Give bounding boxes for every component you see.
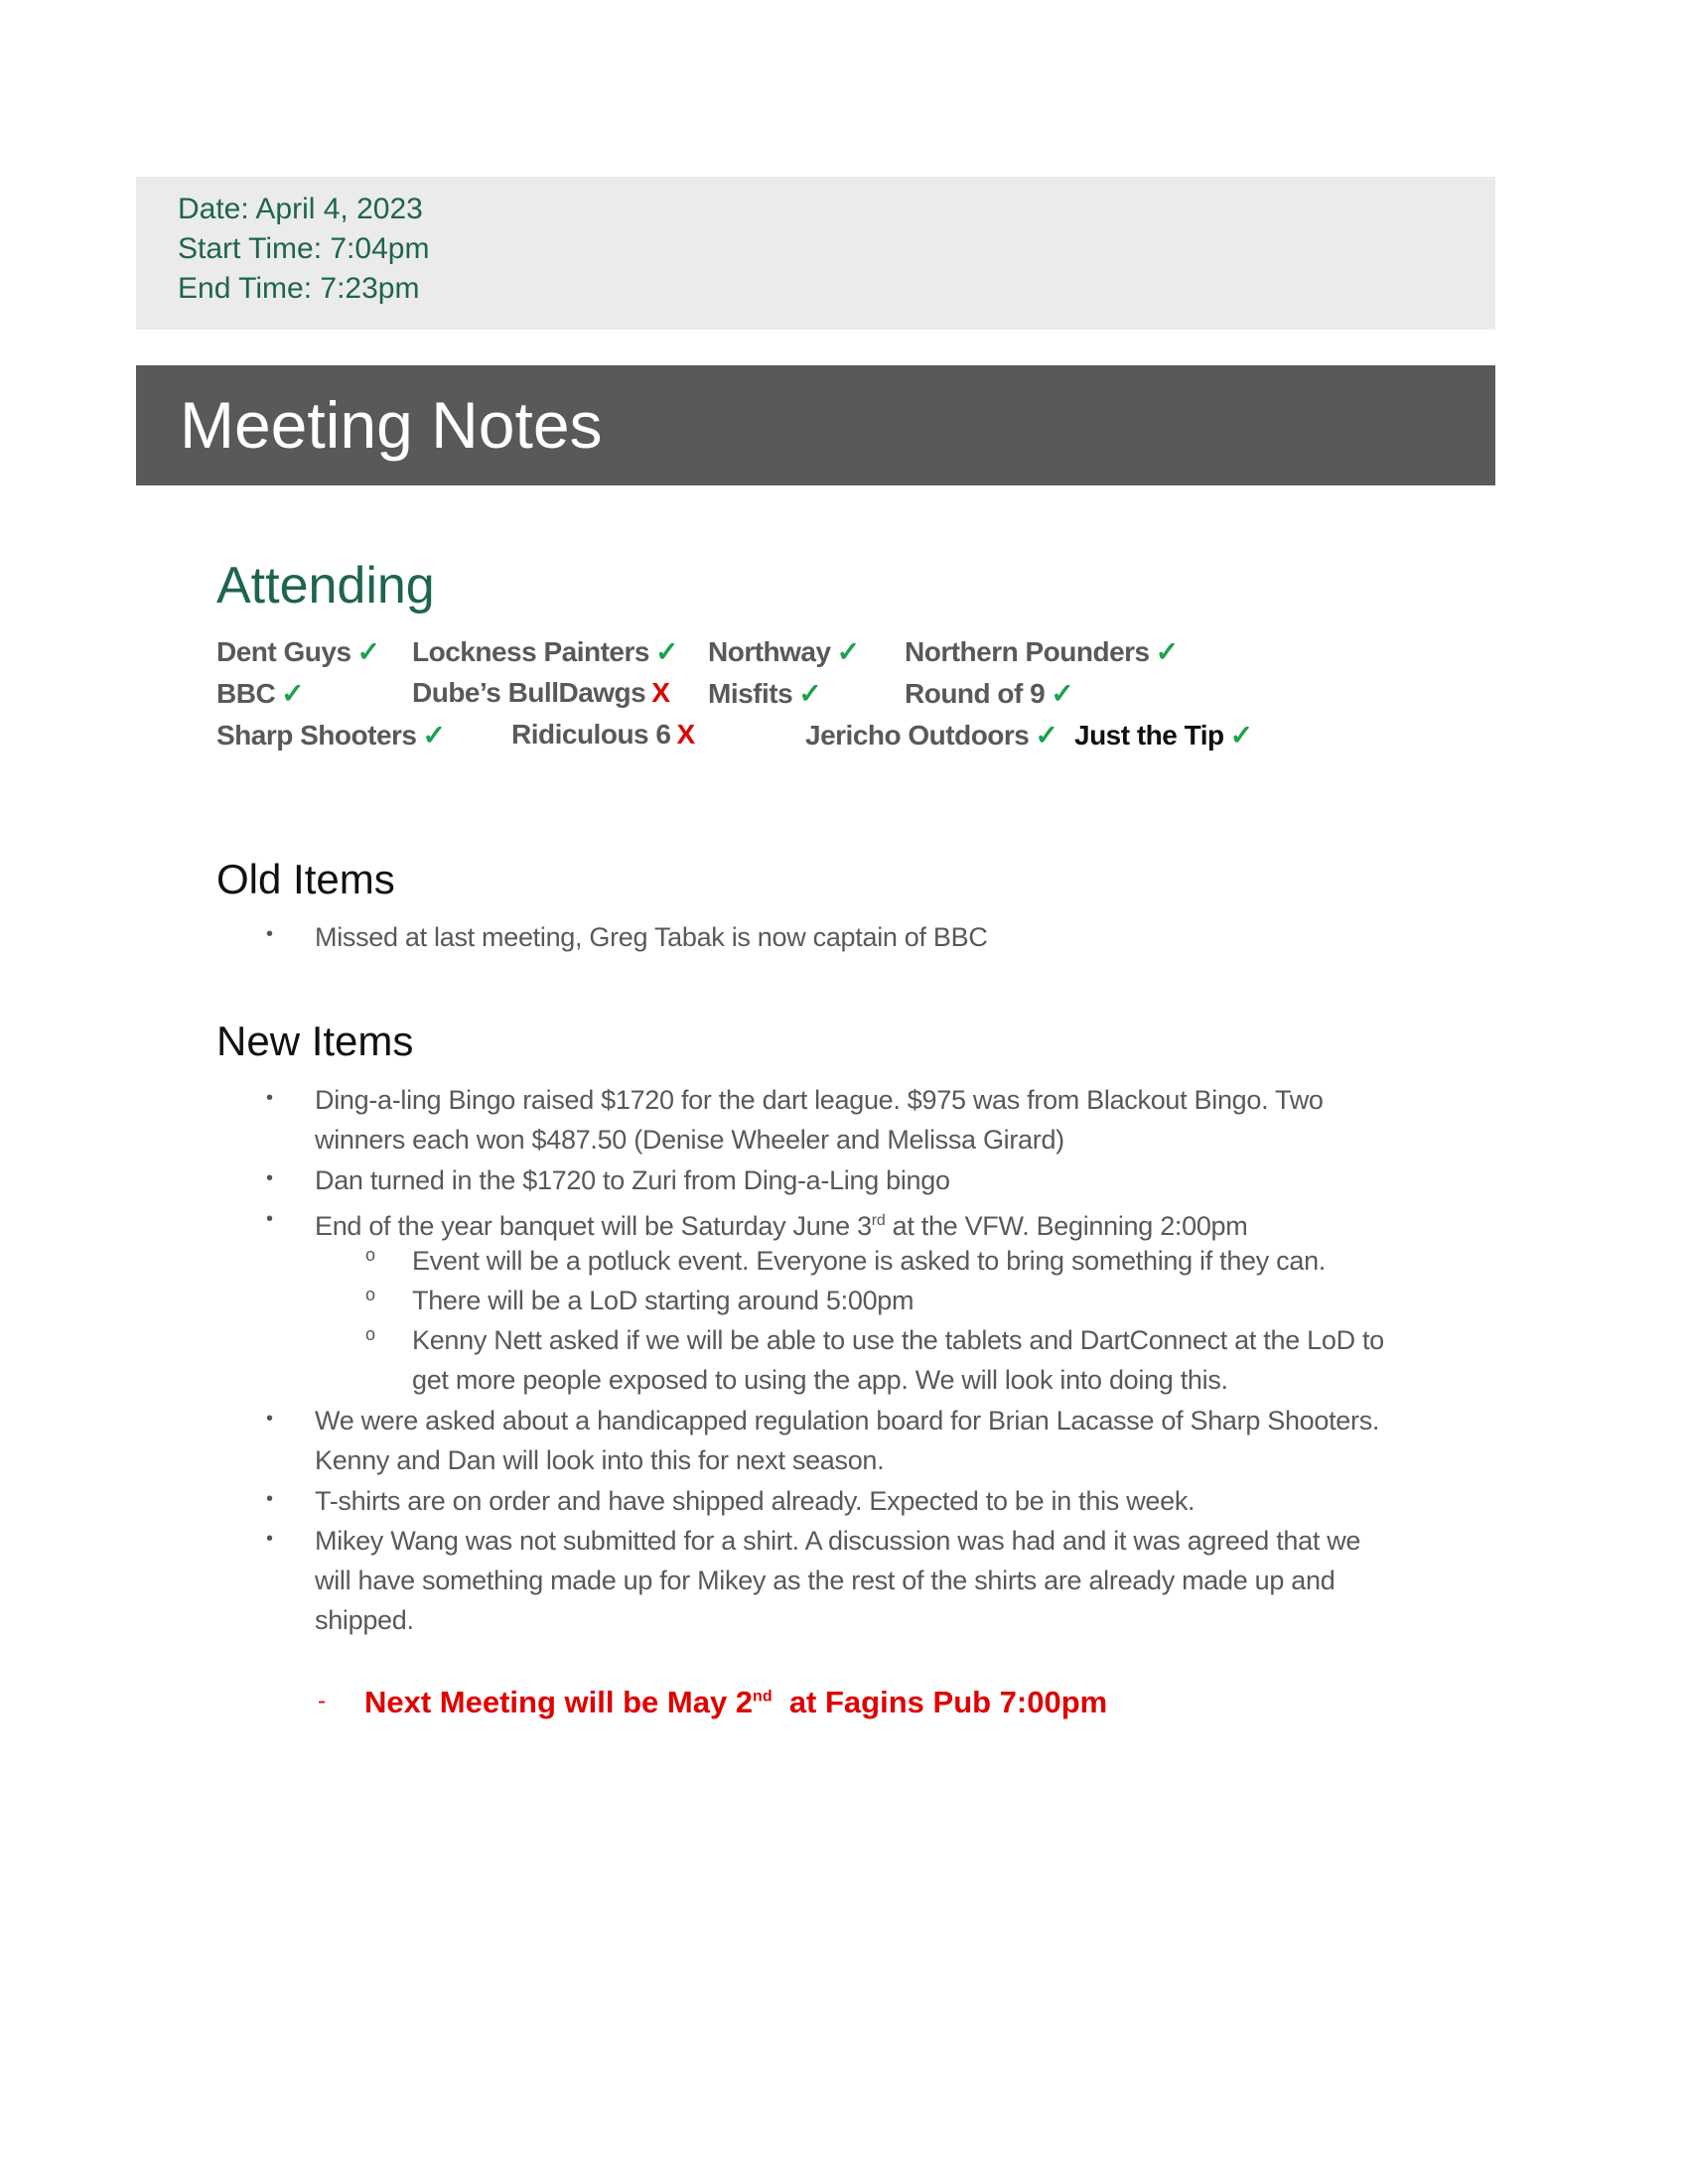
- attending-heading: Attending: [216, 557, 435, 614]
- check-icon: ✓: [1155, 636, 1179, 667]
- old-item: Missed at last meeting, Greg Tabak is now captain of BBC: [315, 922, 988, 952]
- page-title: Meeting Notes: [180, 388, 603, 462]
- list-item-line: winners each won $487.50 (Denise Wheeler and Melissa Girard): [315, 1125, 1064, 1155]
- x-icon: X: [676, 719, 695, 750]
- check-icon: ✓: [836, 636, 860, 667]
- team-misfits: Misfits ✓: [708, 678, 822, 709]
- list-item-line: Mikey Wang was not submitted for a shirt. A discussion was had and it was agreed that we: [315, 1526, 1361, 1556]
- bullet-icon: •: [266, 1408, 274, 1430]
- new-items-heading: New Items: [216, 1018, 414, 1064]
- check-icon: ✓: [1035, 720, 1058, 751]
- check-icon: ✓: [654, 636, 678, 667]
- meeting-info-box: [136, 177, 1495, 330]
- team-bbc: BBC ✓: [216, 678, 305, 709]
- sub-bullet-icon: o: [365, 1245, 376, 1265]
- check-icon: ✓: [281, 678, 305, 709]
- meeting-date: Date: April 4, 2023: [178, 193, 423, 225]
- team-northern-pounders: Northern Pounders ✓: [905, 636, 1179, 667]
- bullet-icon: •: [266, 1208, 274, 1230]
- bullet-icon: •: [266, 1167, 274, 1189]
- check-icon: ✓: [422, 720, 446, 751]
- list-item-line: Kenny and Dan will look into this for next season.: [315, 1445, 885, 1475]
- x-icon: X: [651, 677, 670, 708]
- team-jericho-outdoors: Jericho Outdoors ✓: [805, 720, 1058, 751]
- list-item-line: Ding-a-ling Bingo raised $1720 for the dart league. $975 was from Blackout Bingo. Two: [315, 1085, 1324, 1115]
- check-icon: ✓: [1051, 678, 1074, 709]
- end-time: End Time: 7:23pm: [178, 272, 420, 305]
- check-icon: ✓: [1229, 720, 1253, 751]
- sub-bullet-icon: o: [365, 1285, 376, 1304]
- next-meeting-notice: Next Meeting will be May 2nd at Fagins Pub 7:00pm: [364, 1685, 1108, 1719]
- team-lockness-painters: Lockness Painters ✓: [412, 636, 678, 667]
- list-item-line: We were asked about a handicapped regulation board for Brian Lacasse of Sharp Shooters.: [315, 1406, 1380, 1435]
- bullet-icon: •: [266, 1528, 274, 1550]
- start-time: Start Time: 7:04pm: [178, 232, 430, 265]
- title-banner: [136, 365, 1495, 485]
- check-icon: ✓: [356, 636, 380, 667]
- sub-item-line: get more people exposed to using the app. We will look into doing this.: [412, 1365, 1228, 1395]
- team-ridiculous-6: Ridiculous 6 X: [511, 719, 695, 750]
- bullet-icon: •: [266, 1488, 274, 1510]
- list-item-line: End of the year banquet will be Saturday June 3rd at the VFW. Beginning 2:00pm: [315, 1211, 1248, 1241]
- team-sharp-shooters: Sharp Shooters ✓: [216, 720, 446, 751]
- sub-bullet-icon: o: [365, 1324, 376, 1344]
- bullet-icon: •: [266, 1087, 274, 1109]
- sub-item-line: Kenny Nett asked if we will be able to use the tablets and DartConnect at the LoD to: [412, 1325, 1384, 1355]
- team-round-of-9: Round of 9 ✓: [905, 678, 1074, 709]
- team-dent-guys: Dent Guys ✓: [216, 636, 380, 667]
- sub-item-line: Event will be a potluck event. Everyone is asked to bring something if they can.: [412, 1246, 1327, 1276]
- sub-item-line: There will be a LoD starting around 5:00pm: [412, 1286, 914, 1315]
- check-icon: ✓: [798, 678, 822, 709]
- list-item-line: T-shirts are on order and have shipped already. Expected to be in this week.: [315, 1486, 1196, 1516]
- list-item-line: will have something made up for Mikey as the rest of the shirts are already made up and: [315, 1566, 1336, 1595]
- list-item-line: shipped.: [315, 1605, 414, 1635]
- dash-bullet: -: [318, 1688, 326, 1714]
- list-item-line: Dan turned in the $1720 to Zuri from Ding-a-Ling bingo: [315, 1165, 950, 1195]
- team-just-the-tip: Just the Tip ✓: [1074, 720, 1253, 751]
- bullet-icon: •: [266, 923, 274, 945]
- team-dubes-bulldawgs: Dube’s BullDawgs X: [412, 677, 670, 708]
- old-items-heading: Old Items: [216, 856, 395, 902]
- team-northway: Northway ✓: [708, 636, 860, 667]
